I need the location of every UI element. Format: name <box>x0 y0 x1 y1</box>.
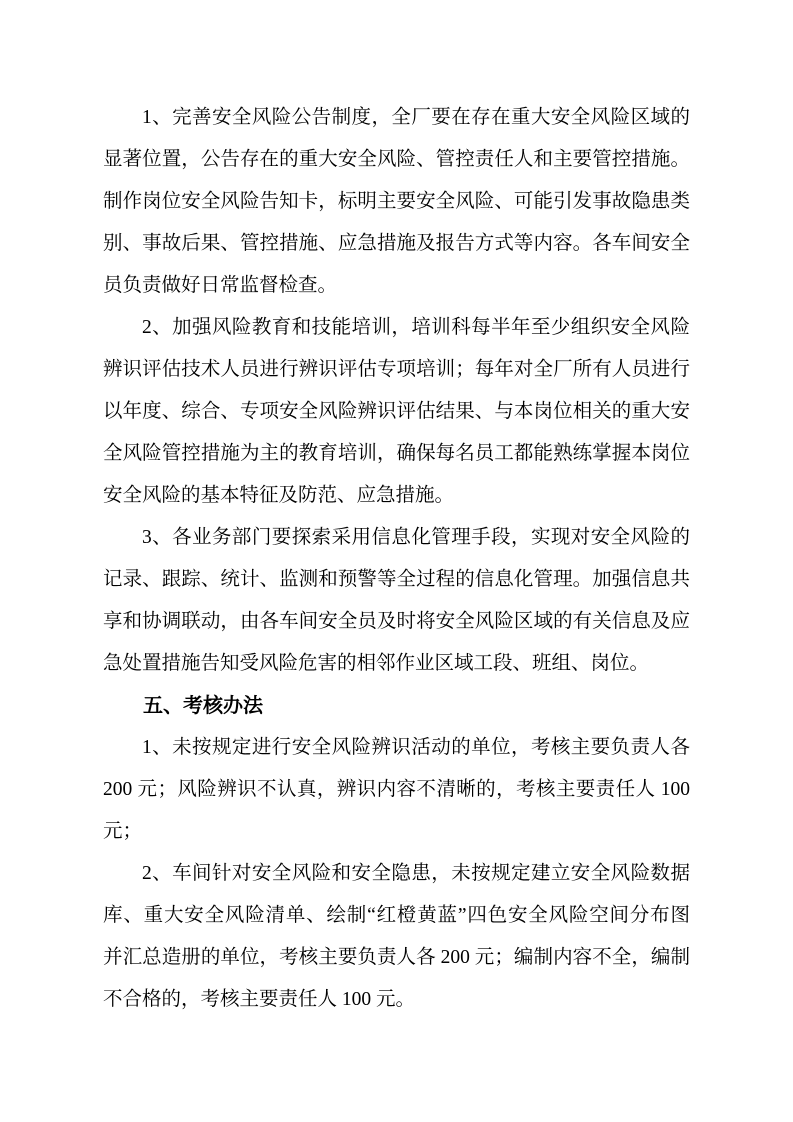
paragraph-education-training <box>103 307 690 517</box>
text-line: 2、车间针对安全风险和安全隐患，未按规定建立安全风险数据 <box>142 863 690 884</box>
text-line: 并汇总造册的单位，考核主要负责人各 200 元；编制内容不全，编制 <box>103 947 690 968</box>
text-line: 急处置措施告知受风险危害的相邻作业区域工段、班组、岗位。 <box>103 653 650 674</box>
text-line: 安全风险的基本特征及防范、应急措施。 <box>103 485 455 506</box>
text-line: 员负责做好日常监督检查。 <box>103 275 338 296</box>
text-line: 1、完善安全风险公告制度，全厂要在存在重大安全风险区域的 <box>142 107 690 128</box>
text-line: 以年度、综合、专项安全风险辨识评估结果、与本岗位相关的重大安 <box>103 401 690 422</box>
paragraph-assessment-2 <box>103 853 690 1021</box>
paragraph-risk-announcement <box>103 97 690 307</box>
text-line: 记录、跟踪、统计、监测和预警等全过程的信息化管理。加强信息共 <box>103 569 690 590</box>
text-line: 2、加强风险教育和技能培训，培训科每半年至少组织安全风险 <box>142 317 690 338</box>
text-line: 全风险管控措施为主的教育培训，确保每名员工都能熟练掌握本岗位 <box>103 443 690 464</box>
paragraph-informatization <box>103 517 690 685</box>
text-line: 1、未按规定进行安全风险辨识活动的单位，考核主要负责人各 <box>142 737 690 758</box>
text-line: 库、重大安全风险清单、绘制“红橙黄蓝”四色安全风险空间分布图 <box>103 905 690 926</box>
paragraph-assessment-1 <box>103 727 690 853</box>
text-line: 不合格的，考核主要责任人 100 元。 <box>103 989 416 1010</box>
text-line: 200 元；风险辨识不认真，辨识内容不清晰的，考核主要责任人 100 <box>103 779 690 800</box>
text-line: 元； <box>103 821 143 842</box>
text-line: 显著位置，公告存在的重大安全风险、管控责任人和主要管控措施。 <box>103 149 690 170</box>
section-heading-assessment-method: 五、考核办法 <box>143 695 263 717</box>
text-line: 享和协调联动，由各车间安全员及时将安全风险区域的有关信息及应 <box>103 611 690 632</box>
text-line: 3、各业务部门要探索采用信息化管理手段，实现对安全风险的 <box>142 527 690 548</box>
text-line: 制作岗位安全风险告知卡，标明主要安全风险、可能引发事故隐患类 <box>103 191 690 212</box>
text-line: 辨识评估技术人员进行辨识评估专项培训；每年对全厂所有人员进行 <box>103 359 690 380</box>
text-line: 别、事故后果、管控措施、应急措施及报告方式等内容。各车间安全 <box>103 233 690 254</box>
